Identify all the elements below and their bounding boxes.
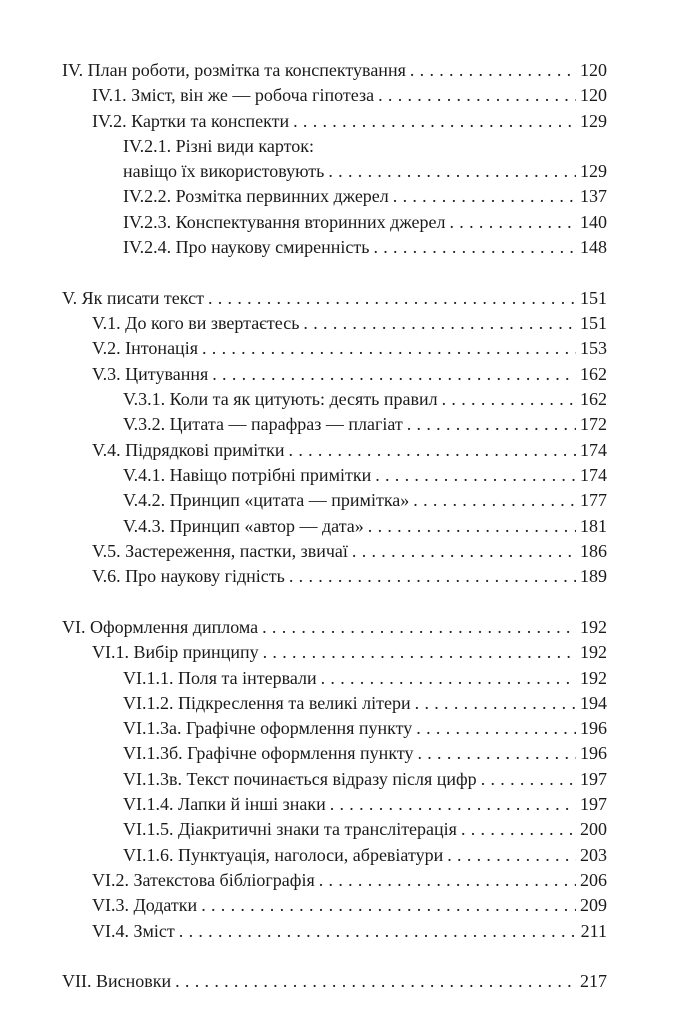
dot-leader <box>375 463 576 488</box>
dot-leader <box>352 539 576 564</box>
dot-leader <box>415 691 576 716</box>
toc-entry-page-number: 174 <box>580 464 607 485</box>
dot-leader <box>413 488 576 513</box>
toc-entry-title: V.1. До кого ви звертаєтесь <box>92 313 300 334</box>
toc-entry-page-number: 151 <box>580 287 607 308</box>
toc-entry <box>62 235 607 260</box>
toc-entry-title: V.4.1. Навіщо потрібні примітки <box>123 464 372 485</box>
dot-leader <box>373 235 576 260</box>
toc-entry <box>62 716 607 741</box>
toc-entry-title: V.2. Інтонація <box>92 338 198 359</box>
toc-entry <box>62 159 607 184</box>
toc-entry-title: VII. Висновки <box>62 971 172 992</box>
toc-entry-page-number: 137 <box>580 186 607 207</box>
toc-entry <box>62 564 607 589</box>
toc-entry-page-number: 120 <box>580 85 607 106</box>
dot-leader <box>393 184 576 209</box>
toc-entry <box>62 615 607 640</box>
section-gap <box>62 260 607 286</box>
toc-entry <box>62 58 607 83</box>
toc-entry-page-number: 211 <box>580 920 607 941</box>
dot-leader <box>368 514 576 539</box>
toc-entry <box>62 362 607 387</box>
dot-leader <box>201 893 576 918</box>
dot-leader <box>179 919 577 944</box>
toc-entry-title: VI.2. Затекстова бібліографія <box>92 869 315 890</box>
toc-entry-page-number: 172 <box>580 414 607 435</box>
toc-entry <box>62 741 607 766</box>
toc-entry <box>62 691 607 716</box>
toc-entry-title: V.4.3. Принцип «автор — дата» <box>123 515 364 536</box>
toc-entry-page-number: 196 <box>580 718 607 739</box>
toc-entry-page-number: 140 <box>580 211 607 232</box>
dot-leader <box>289 564 576 589</box>
toc-entry-title: V. Як писати текст <box>62 287 204 308</box>
toc-entry-page-number: 209 <box>580 895 607 916</box>
toc-entry <box>62 666 607 691</box>
dot-leader <box>263 640 576 665</box>
toc-entry <box>62 412 607 437</box>
toc-entry-title: VI.1.3в. Текст починається відразу після цифр <box>123 768 477 789</box>
toc-entry-title: VI.1. Вибір принципу <box>92 642 259 663</box>
toc-entry-title: V.3.1. Коли та як цитують: десять правил <box>123 389 438 410</box>
toc-entry-title: V.5. Застереження, пастки, звичаї <box>92 540 348 561</box>
toc-entry-title: VI.4. Зміст <box>92 920 175 941</box>
toc-entry-page-number: 200 <box>580 819 607 840</box>
toc-entry <box>62 514 607 539</box>
dot-leader <box>410 58 576 83</box>
toc-entry-title: V.6. Про наукову гідність <box>92 566 285 587</box>
toc-entry-title: VI.1.4. Лапки й інші знаки <box>123 794 326 815</box>
toc-entry-title: VI. Оформлення диплома <box>62 616 259 637</box>
dot-leader <box>175 969 576 994</box>
dot-leader <box>378 83 576 108</box>
toc-entry-page-number: 186 <box>580 540 607 561</box>
dot-leader <box>416 716 576 741</box>
toc-entry-page-number: 203 <box>580 844 607 865</box>
dot-leader <box>208 286 576 311</box>
toc-entry-title: IV.2.2. Розмітка первинних джерел <box>123 186 389 207</box>
toc-entry-title: IV. План роботи, розмітка та конспектування <box>62 60 406 80</box>
toc-entry-title: VI.1.5. Діакритичні знаки та транслітерація <box>123 819 457 840</box>
toc-entry-title: IV.2.4. Про наукову смиренність <box>123 237 370 258</box>
dot-leader <box>417 741 576 766</box>
dot-leader <box>447 843 576 868</box>
toc-entry <box>62 488 607 513</box>
toc-entry <box>62 184 607 209</box>
dot-leader <box>407 412 576 437</box>
toc-entry-page-number: 192 <box>580 667 607 688</box>
toc-entry-page-number: 120 <box>580 60 607 80</box>
toc-entry-page-number: 197 <box>580 768 607 789</box>
toc-entry-page-number: 177 <box>580 490 607 511</box>
toc-entry-page-number: 196 <box>580 743 607 764</box>
toc-entry-title: VI.1.1. Поля та інтервали <box>123 667 317 688</box>
toc-entry-title: IV.2.3. Конспектування вторинних джерел <box>123 211 446 232</box>
toc-entry-title: VI.1.3б. Графічне оформлення пункту <box>123 743 414 764</box>
dot-leader <box>319 868 576 893</box>
toc-entry-page-number: 197 <box>580 794 607 815</box>
toc-entry-title: VI.1.3а. Графічне оформлення пункту <box>123 718 413 739</box>
toc-entry-page-number: 129 <box>580 110 607 131</box>
dot-leader <box>212 362 576 387</box>
dot-leader <box>289 438 576 463</box>
toc-entry <box>62 539 607 564</box>
toc-entry-page-number: 217 <box>580 971 607 992</box>
toc-entry-page-number: 153 <box>580 338 607 359</box>
toc-entry-title: IV.2. Картки та конспекти <box>92 110 290 131</box>
dot-leader <box>461 817 576 842</box>
toc-entry <box>62 893 607 918</box>
dot-leader <box>450 210 577 235</box>
toc-entry <box>62 640 607 665</box>
toc-entry <box>62 210 607 235</box>
toc-entry <box>62 109 607 134</box>
toc-entry-page-number: 129 <box>580 161 607 182</box>
dot-leader <box>303 311 576 336</box>
toc-entry-page-number: 206 <box>580 869 607 890</box>
toc-entry-page-number: 189 <box>580 566 607 587</box>
toc-entry <box>62 843 607 868</box>
toc-entry <box>62 438 607 463</box>
toc-entry <box>62 868 607 893</box>
toc-entry-page-number: 151 <box>580 313 607 334</box>
toc-entry-page-number: 148 <box>580 237 607 258</box>
toc-entry-title: V.4. Підрядкові примітки <box>92 439 285 460</box>
toc-entry-page-number: 174 <box>580 439 607 460</box>
toc-entry <box>62 792 607 817</box>
toc-entry <box>62 767 607 792</box>
toc-entry <box>62 387 607 412</box>
toc-entry-title: VI.3. Додатки <box>92 895 198 916</box>
dot-leader <box>202 336 576 361</box>
toc-entry <box>62 311 607 336</box>
toc-entry <box>62 336 607 361</box>
section-gap <box>62 944 607 970</box>
toc-entry-title: V.3. Цитування <box>92 363 209 384</box>
toc-entry-title: навіщо їх використовують <box>123 161 325 182</box>
dot-leader <box>293 109 576 134</box>
toc-entry-title: VI.1.6. Пунктуація, наголоси, абревіатури <box>123 844 444 865</box>
dot-leader <box>321 666 576 691</box>
dot-leader <box>330 792 576 817</box>
toc-entry <box>62 83 607 108</box>
toc-entry-page-number: 162 <box>580 363 607 384</box>
dot-leader <box>262 615 576 640</box>
toc-entry-title: IV.1. Зміст, він же — робоча гіпотеза <box>92 85 375 106</box>
toc-entry-page-number: 192 <box>580 642 607 663</box>
toc-entry-title: IV.2.1. Різні види карток: <box>123 135 314 156</box>
toc-entry-title: VI.1.2. Підкреслення та великі літери <box>123 692 411 713</box>
toc-entry <box>62 463 607 488</box>
dot-leader <box>328 159 576 184</box>
toc-entry <box>62 919 607 944</box>
toc-entry <box>62 817 607 842</box>
toc-entry <box>62 286 607 311</box>
table-of-contents <box>62 58 607 995</box>
toc-entry-page-number: 181 <box>580 515 607 536</box>
dot-leader <box>481 767 576 792</box>
toc-entry-page-number: 192 <box>580 616 607 637</box>
dot-leader <box>442 387 576 412</box>
section-gap <box>62 589 607 615</box>
toc-entry-title: V.4.2. Принцип «цитата — примітка» <box>123 490 410 511</box>
toc-entry <box>62 969 607 994</box>
toc-entry-page-number: 162 <box>580 389 607 410</box>
toc-entry-title: V.3.2. Цитата — парафраз — плагіат <box>123 414 403 435</box>
toc-entry-page-number: 194 <box>580 692 607 713</box>
